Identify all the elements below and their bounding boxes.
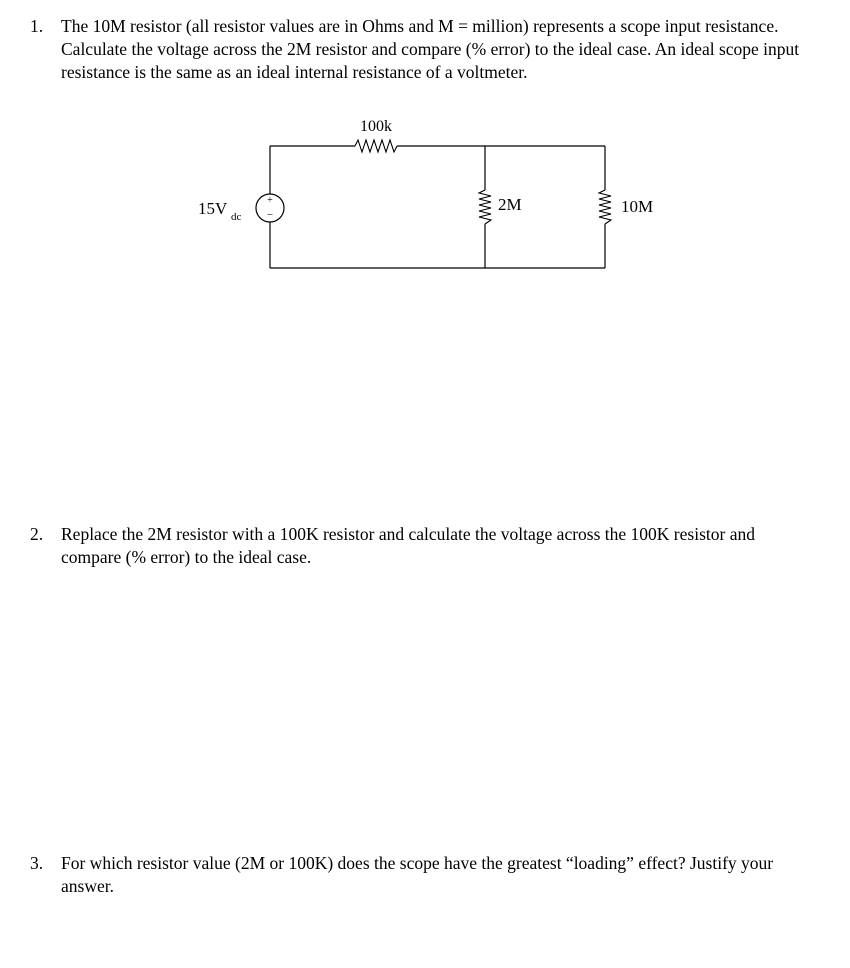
resistor-10m-label: 10M bbox=[621, 197, 654, 216]
resistor-100k-label: 100k bbox=[360, 118, 392, 135]
question-text: For which resistor value (2M or 100K) does the scope have the greatest “loading” effect? Justify your answer. bbox=[61, 853, 774, 896]
resistor-2m bbox=[479, 190, 491, 224]
voltage-source bbox=[256, 194, 284, 222]
question-number: 3. bbox=[30, 853, 44, 873]
question-number: 1. bbox=[30, 16, 44, 36]
question-text: Replace the 2M resistor with a 100K resistor and calculate the voltage across the 100K resistor and compare (% error) to the ideal case. bbox=[61, 524, 755, 567]
question-number: 2. bbox=[30, 524, 44, 544]
circuit-wires bbox=[270, 146, 605, 268]
resistor-10m bbox=[599, 190, 611, 224]
source-label: 15V bbox=[198, 199, 228, 218]
question-text: The 10M resistor (all resistor values are in Ohms and M = million) represents a scope input resistance. Calculate the voltage across the 2M resistor and compare (% error) to the ideal case. An ideal scope input resistance is the same as an ideal internal resistance of a voltmeter. bbox=[61, 16, 800, 82]
source-minus: − bbox=[266, 209, 274, 221]
source-plus: + bbox=[267, 195, 273, 206]
resistor-2m-label: 2M bbox=[498, 195, 522, 214]
resistor-100k bbox=[355, 140, 397, 152]
source-subscript: dc bbox=[231, 211, 242, 223]
circuit-diagram bbox=[180, 110, 680, 285]
